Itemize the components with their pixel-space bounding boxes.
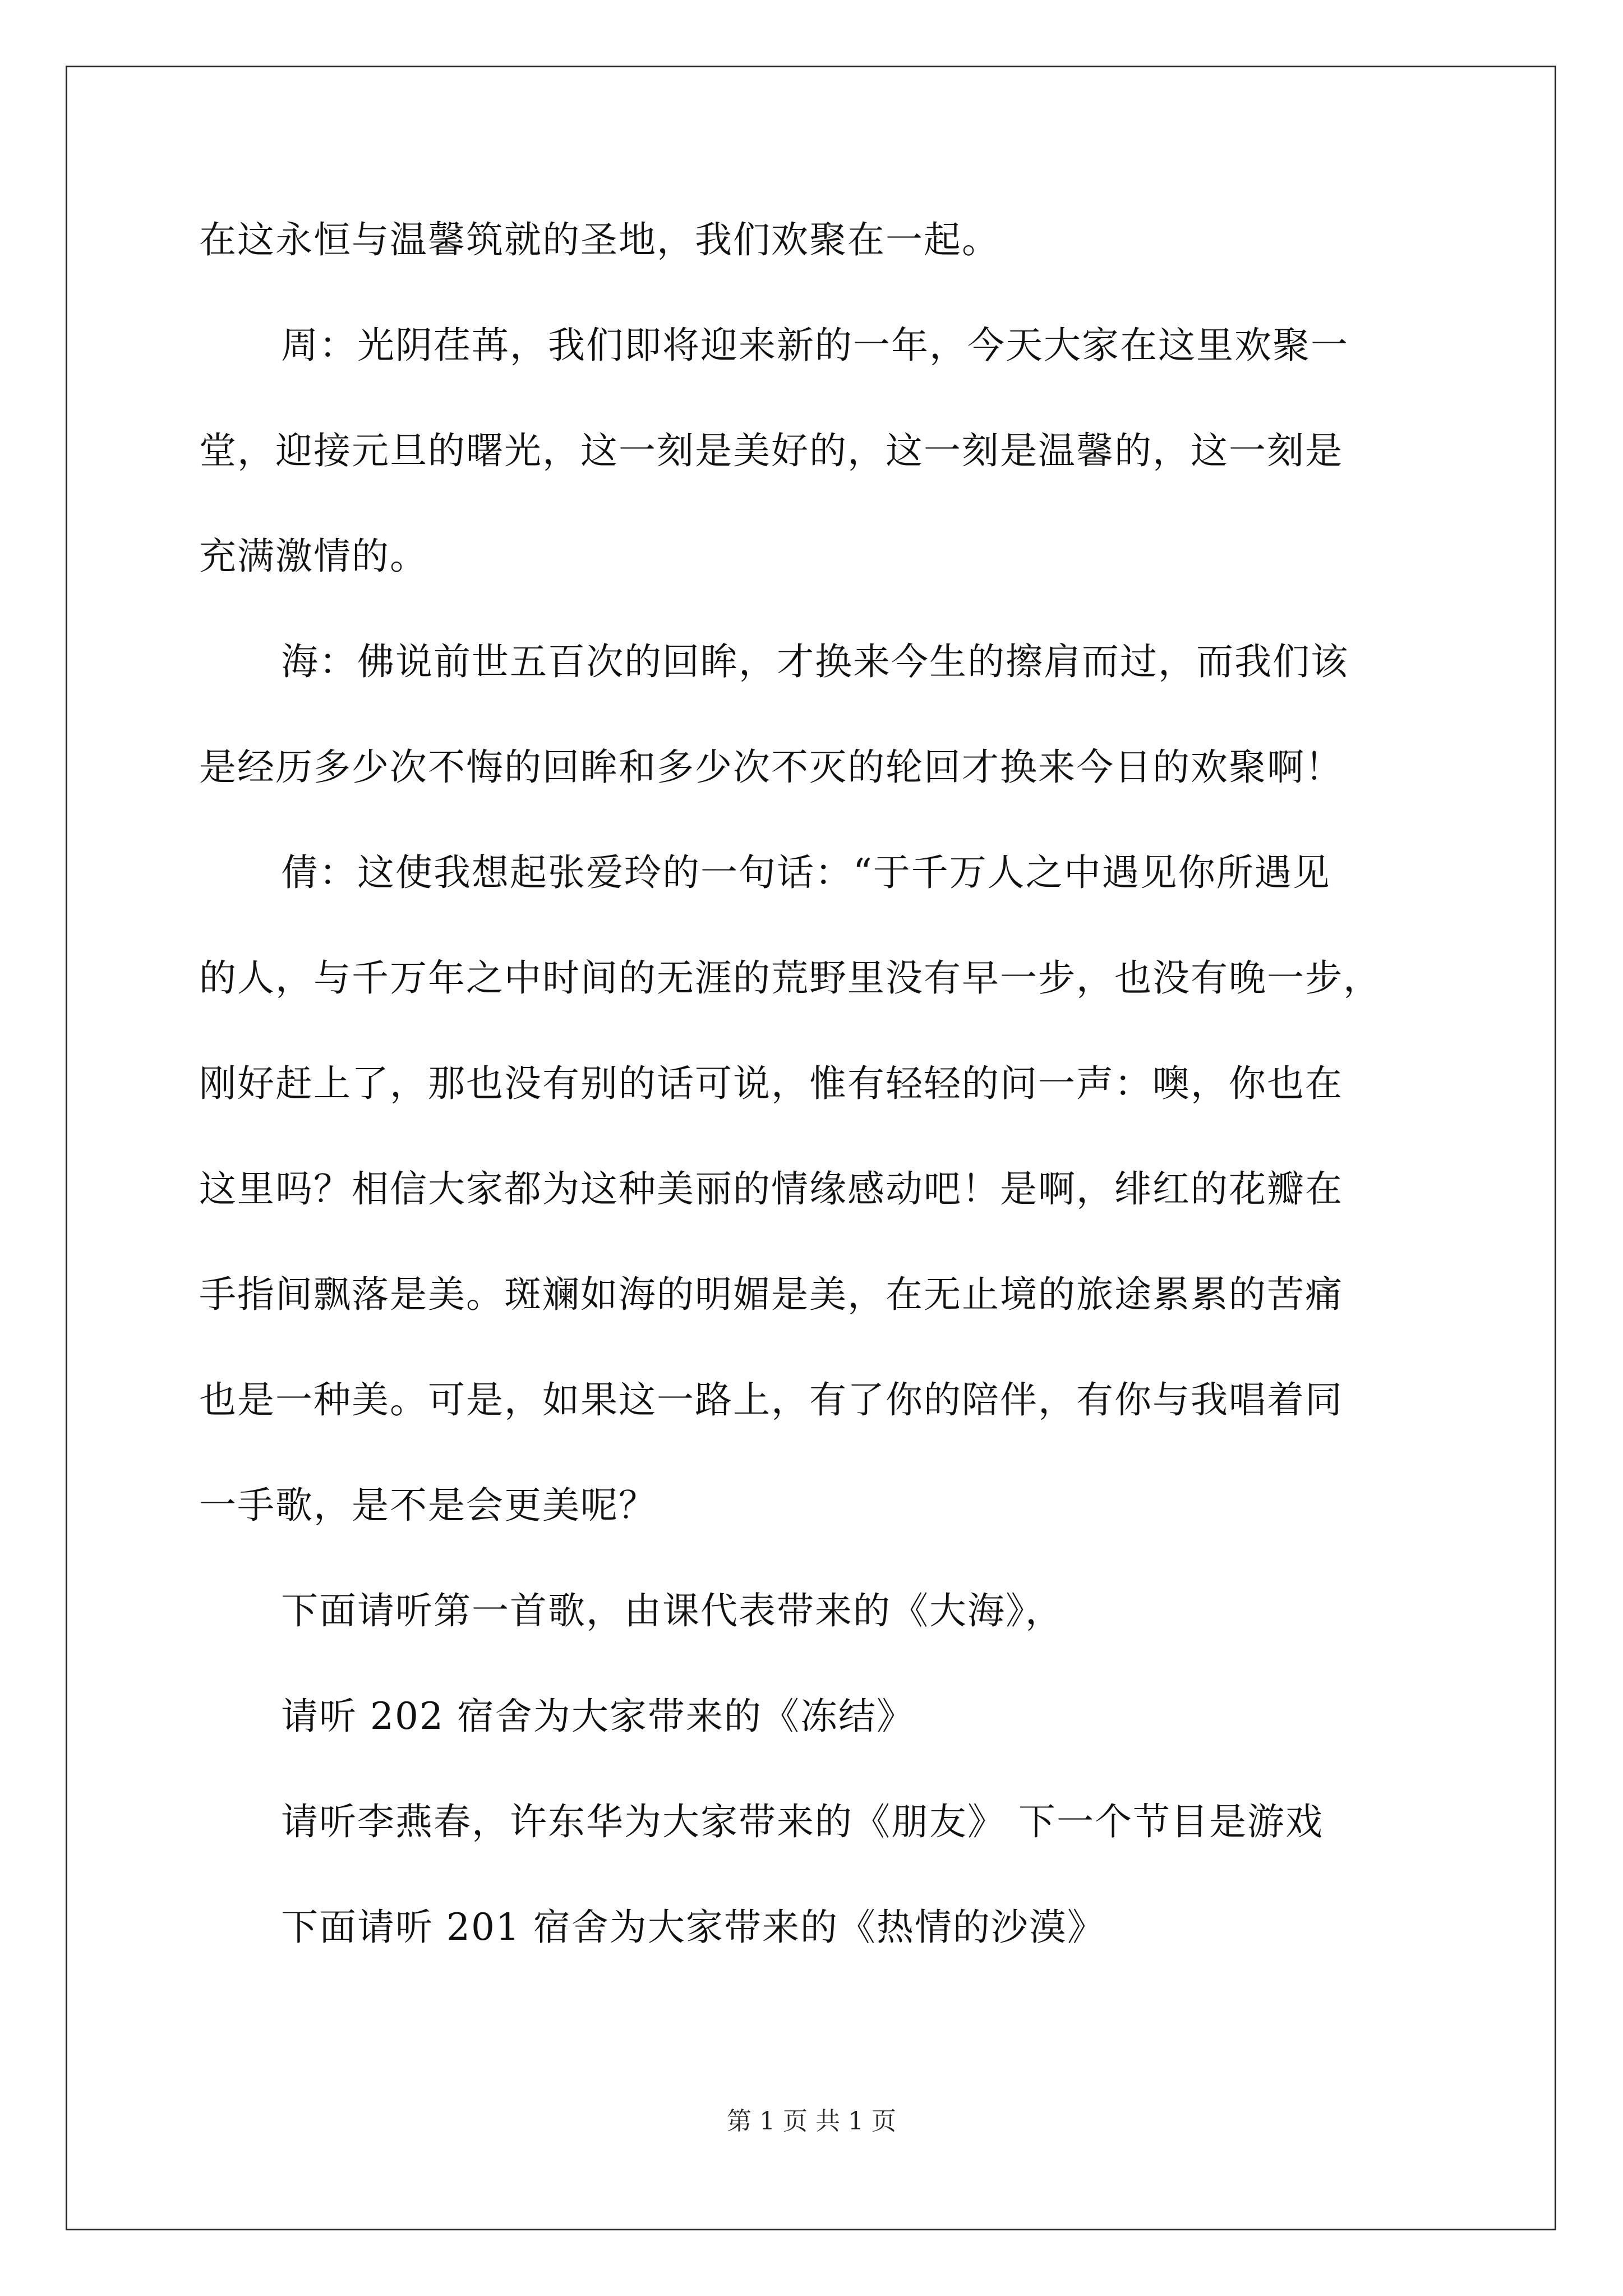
text-line: 也是一种美。可是，如果这一路上，有了你的陪伴，有你与我唱着同: [199, 1378, 1343, 1421]
text-line: 下面请听第一首歌，由课代表带来的《大海》，: [281, 1589, 1063, 1632]
text-line: 充满激情的。: [199, 535, 428, 578]
page-footer: 第 1 页 共 1 页: [727, 2107, 896, 2136]
text-line: 刚好赶上了，那也没有别的话可说，惟有轻轻的问一声：噢，你也在: [199, 1062, 1343, 1105]
text-line: 海：佛说前世五百次的回眸，才换来今生的擦肩而过，而我们该: [281, 640, 1349, 683]
text-line: 下面请听 201 宿舍为大家带来的《热情的沙漠》: [281, 1906, 1105, 1949]
text-line: 一手歌，是不是会更美呢？: [199, 1484, 657, 1527]
text-line: 倩：这使我想起张爱玲的一句话：“于千万人之中遇见你所遇见: [281, 851, 1331, 894]
text-line: 堂，迎接元旦的曙光，这一刻是美好的，这一刻是温馨的，这一刻是: [199, 429, 1343, 472]
text-line: 手指间飘落是美。斑斓如海的明媚是美，在无止境的旅途累累的苦痛: [199, 1273, 1343, 1316]
text-line: 这里吗？相信大家都为这种美丽的情缘感动吧！是啊，绯红的花瓣在: [199, 1167, 1343, 1211]
text-line: 的人，与千万年之中时间的无涯的荒野里没有早一步，也没有晚一步，: [199, 956, 1381, 1000]
text-line: 是经历多少次不悔的回眸和多少次不灭的轮回才换来今日的欢聚啊！: [199, 746, 1343, 789]
text-line: 周：光阴荏苒，我们即将迎来新的一年，今天大家在这里欢聚一: [281, 324, 1349, 367]
text-line: 在这永恒与温馨筑就的圣地，我们欢聚在一起。: [199, 218, 1000, 261]
text-line: 请听李燕春，许东华为大家带来的《朋友》 下一个节目是游戏: [281, 1800, 1324, 1843]
document-body: [199, 213, 1433, 2006]
text-line: 请听 202 宿舍为大家带来的《冻结》: [281, 1695, 915, 1738]
